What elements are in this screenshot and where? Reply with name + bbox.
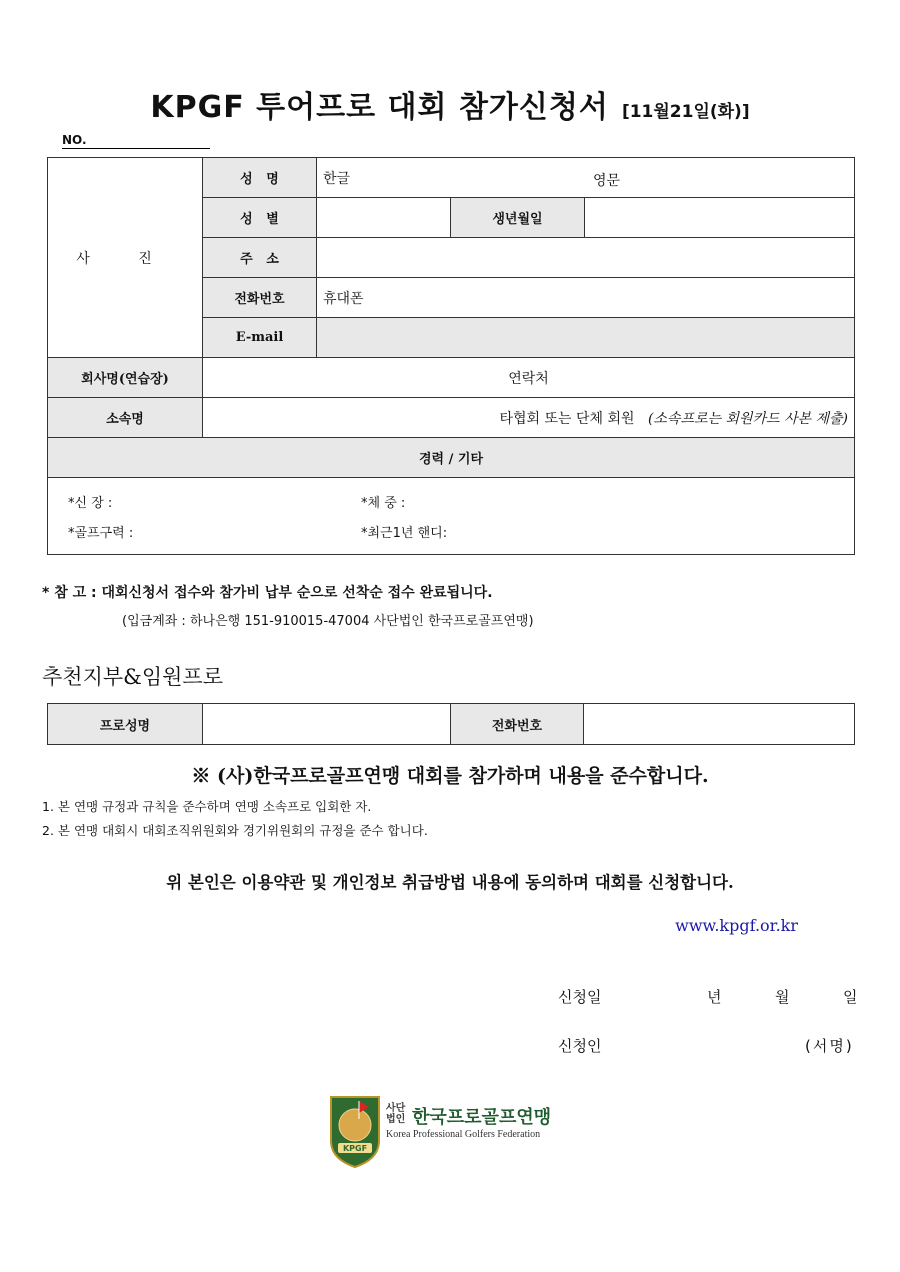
reference-note: * 참 고 : 대회신청서 접수와 참가비 납부 순으로 선착순 접수 완료됩니다. (42, 585, 493, 601)
weight-label: *체 중 : (361, 495, 406, 511)
career-header: 경력 / 기타 (48, 438, 855, 478)
rule-2: 2. 본 연맹 대회시 대회조직위원회와 경기위원회의 규정을 준수 합니다. (42, 823, 428, 838)
kpgf-shield-icon (329, 1093, 381, 1169)
recommend-section-title: 추천지부&임원프로 (42, 665, 223, 689)
email-label: E-mail (203, 318, 317, 358)
kpgf-logo (329, 1093, 569, 1169)
career-field[interactable] (48, 478, 855, 555)
bank-account-note: (입금계좌 : 하나은행 151-910015-47004 사단법인 한국프로골프연맹) (122, 614, 534, 629)
address-label: 주 소 (203, 238, 317, 278)
gender-label: 성 별 (203, 198, 317, 238)
logo-korean-name: 한국프로골프연맹 (412, 1107, 552, 1128)
form-number: NO. (62, 133, 210, 149)
affiliation-field[interactable] (203, 398, 855, 438)
birth-label: 생년월일 (451, 198, 585, 238)
logo-small-text: 사단 법인 (386, 1103, 406, 1125)
golf-years-label: *골프구력 : (68, 525, 134, 541)
birth-field[interactable] (585, 198, 855, 238)
address-field[interactable] (317, 238, 855, 278)
affiliation-label: 소속명 (48, 398, 203, 438)
title-text: KPGF 투어프로 대회 참가신청서 (150, 90, 609, 125)
phone-field[interactable]: 휴대폰 (317, 278, 855, 318)
affiliation-text: 타협회 또는 단체 회원 (499, 410, 635, 427)
website-link[interactable]: www.kpgf.or.kr (675, 916, 798, 935)
title-date: [11월21일(화)] (621, 102, 750, 122)
form-title (0, 82, 900, 126)
recommend-phone-label: 전화번호 (451, 704, 584, 745)
recommend-table (47, 703, 855, 745)
name-english-label: 영문 (593, 173, 621, 189)
sign-label: (서명) (805, 1037, 854, 1055)
month-label: 월 (775, 988, 790, 1006)
handicap-label: *최근1년 핸디: (361, 525, 448, 541)
rule-1: 1. 본 연맹 규정과 규칙을 준수하며 연맹 소속프로 입회한 자. (42, 799, 372, 814)
logo-badge-text: KPGF (342, 1144, 368, 1153)
name-korean-label: 한글 (323, 170, 351, 187)
contact-field[interactable]: 연락처 (203, 358, 855, 398)
application-table (47, 157, 855, 555)
photo-box[interactable]: 사 진 (48, 158, 203, 358)
applicant-label: 신청인 (558, 1037, 602, 1055)
gender-field[interactable] (317, 198, 451, 238)
recommend-phone-field[interactable] (584, 704, 855, 745)
pro-name-field[interactable] (203, 704, 451, 745)
height-label: *신 장 : (68, 495, 113, 511)
year-label: 년 (707, 988, 722, 1006)
affiliation-note: (소속프로는 회원카드 사본 제출) (647, 410, 849, 427)
date-label: 신청일 (558, 988, 602, 1006)
pro-name-label: 프로성명 (48, 704, 203, 745)
compliance-statement: ※ (사)한국프로골프연맹 대회를 참가하며 내용을 준수합니다. (191, 765, 709, 787)
email-field[interactable] (317, 318, 855, 358)
name-label: 성 명 (203, 158, 317, 198)
company-label: 회사명(연습장) (48, 358, 203, 398)
logo-english-name: Korea Professional Golfers Federation (386, 1129, 541, 1140)
phone-label: 전화번호 (203, 278, 317, 318)
day-label: 일 (843, 988, 858, 1006)
agreement-statement: 위 본인은 이용약관 및 개인정보 취급방법 내용에 동의하며 대회를 신청합니다. (166, 873, 734, 892)
name-field[interactable] (317, 158, 855, 198)
